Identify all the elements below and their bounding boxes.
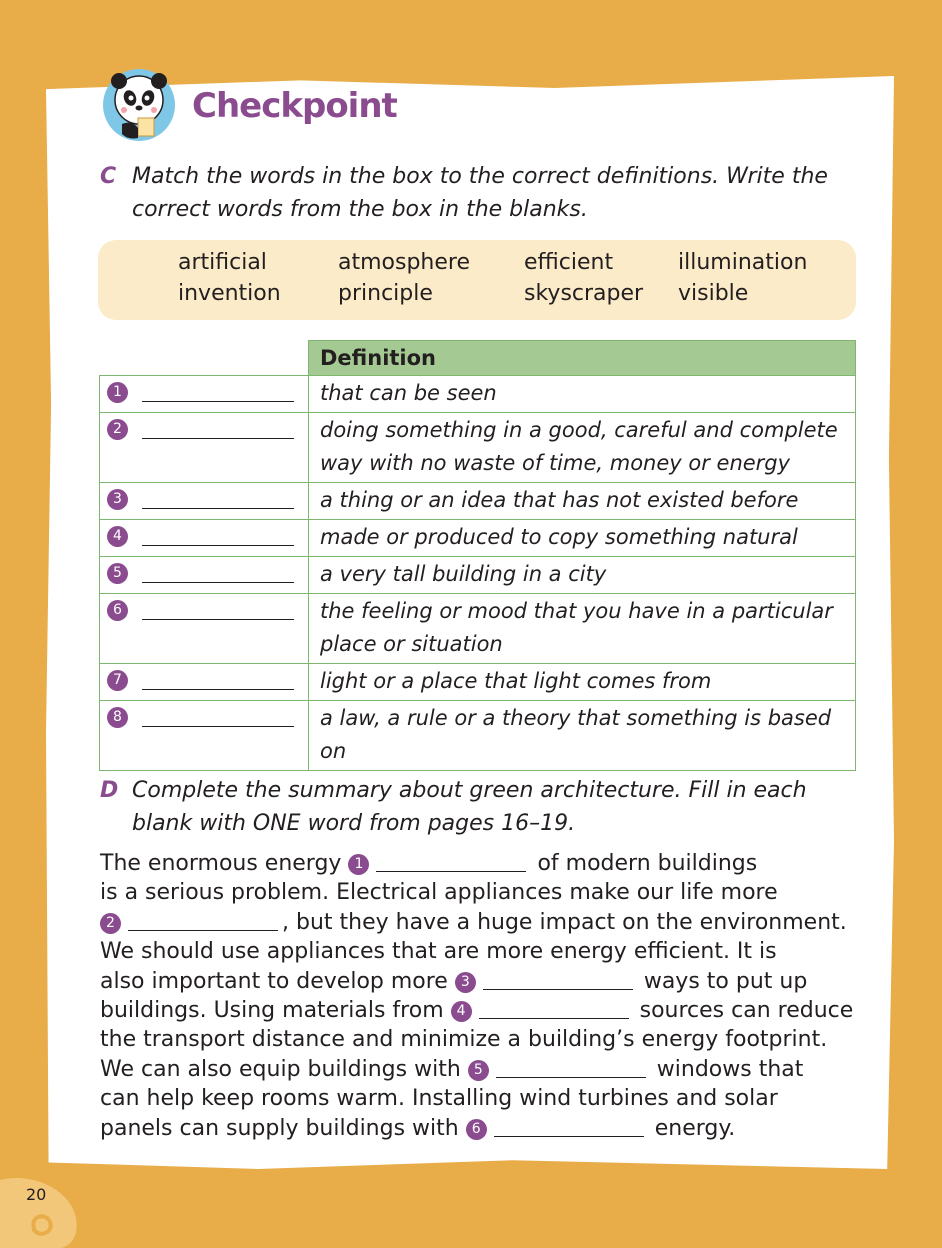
word-box-item: atmosphere (338, 250, 470, 275)
summary-blank[interactable] (494, 1116, 644, 1137)
number-badge: 7 (107, 670, 128, 691)
instruction-c (100, 160, 860, 226)
summary-blank[interactable] (479, 998, 629, 1019)
number-badge: 4 (107, 526, 128, 547)
section-letter-c: C (100, 164, 117, 189)
answer-blank[interactable] (142, 383, 294, 402)
definition-text: a thing or an idea that has not existed before (309, 483, 856, 520)
summary-blank[interactable] (128, 910, 278, 931)
section-letter-d: D (100, 778, 119, 803)
answer-blank[interactable] (142, 708, 294, 727)
answer-blank[interactable] (142, 490, 294, 509)
summary-blank[interactable] (376, 851, 526, 872)
number-badge: 5 (107, 563, 128, 584)
summary-blank[interactable] (496, 1057, 646, 1078)
answer-cell (100, 557, 309, 594)
table-row (100, 557, 856, 594)
word-box-item: skyscraper (524, 281, 644, 306)
summary-paragraph (100, 849, 880, 1143)
summary-text: sources can reduce (632, 998, 854, 1024)
table-row (100, 413, 856, 483)
table-header-row (100, 341, 856, 376)
definition-table (99, 340, 856, 771)
table-row (100, 664, 856, 701)
page-title: Checkpoint (192, 86, 397, 126)
number-badge: 2 (107, 419, 128, 440)
swirl-icon (0, 1168, 80, 1248)
number-badge: 3 (455, 972, 476, 993)
word-box-item: invention (178, 281, 281, 306)
number-badge: 4 (451, 1001, 472, 1022)
answer-cell (100, 376, 309, 413)
answer-cell (100, 664, 309, 701)
summary-text: windows that (649, 1056, 804, 1082)
summary-text: energy. (647, 1115, 736, 1141)
summary-text: The enormous energy (100, 851, 349, 876)
number-badge: 2 (100, 913, 121, 934)
instruction-c-text: Match the words in the box to the correct definitions. Write the correct words from the box in the blanks. (132, 164, 828, 222)
number-badge: 1 (107, 382, 128, 403)
definition-text: the feeling or mood that you have in a particular place or situation (309, 594, 856, 664)
page-number: 20 (26, 1185, 47, 1204)
definition-text: doing something in a good, careful and complete way with no waste of time, money or energy (309, 413, 856, 483)
answer-cell (100, 413, 309, 483)
instruction-d (100, 774, 860, 840)
number-badge: 1 (348, 854, 369, 875)
word-box-item: illumination (678, 250, 808, 275)
definition-text: a very tall building in a city (309, 557, 856, 594)
summary-text: of modern buildings (530, 851, 758, 876)
answer-cell (100, 594, 309, 664)
summary-text: also important to develop more (100, 968, 455, 994)
definition-text: that can be seen (309, 376, 856, 413)
number-badge: 6 (466, 1119, 487, 1140)
summary-text: We can also equip buildings with (100, 1056, 468, 1082)
answer-blank[interactable] (142, 527, 294, 546)
answer-cell (100, 520, 309, 557)
summary-text: We should use appliances that are more energy efficient. It is (100, 939, 777, 965)
summary-text: buildings. Using materials from (100, 998, 451, 1024)
table-row (100, 483, 856, 520)
word-box-item: principle (338, 281, 433, 306)
summary-text: the transport distance and minimize a building’s energy footprint. (100, 1027, 828, 1053)
table-header-definition: Definition (309, 341, 856, 376)
word-box-item: artificial (178, 250, 267, 275)
answer-blank[interactable] (142, 564, 294, 583)
definition-text: made or produced to copy something natural (309, 520, 856, 557)
number-badge: 6 (107, 600, 128, 621)
table-row (100, 594, 856, 664)
answer-cell (100, 483, 309, 520)
table-row (100, 376, 856, 413)
panda-icon (102, 68, 176, 142)
table-header-empty (100, 341, 309, 376)
answer-cell (100, 701, 309, 771)
summary-text: is a serious problem. Electrical appliances make our life more (100, 880, 778, 906)
number-badge: 3 (107, 489, 128, 510)
table-row (100, 520, 856, 557)
number-badge: 5 (468, 1060, 489, 1081)
summary-text: ways to put up (636, 968, 808, 994)
table-row (100, 701, 856, 771)
summary-text: panels can supply buildings with (100, 1115, 466, 1141)
number-badge: 8 (107, 707, 128, 728)
word-box-item: visible (678, 281, 749, 306)
answer-blank[interactable] (142, 671, 294, 690)
summary-text: can help keep rooms warm. Installing wind turbines and solar (100, 1086, 778, 1112)
instruction-d-text: Complete the summary about green architecture. Fill in each blank with ONE word from pages 16–19. (132, 778, 807, 836)
answer-blank[interactable] (142, 420, 294, 439)
word-box-item: efficient (524, 250, 614, 275)
definition-text: light or a place that light comes from (309, 664, 856, 701)
definition-text: a law, a rule or a theory that something is based on (309, 701, 856, 771)
answer-blank[interactable] (142, 601, 294, 620)
summary-text: , but they have a huge impact on the environment. (282, 909, 847, 935)
summary-blank[interactable] (483, 969, 633, 990)
